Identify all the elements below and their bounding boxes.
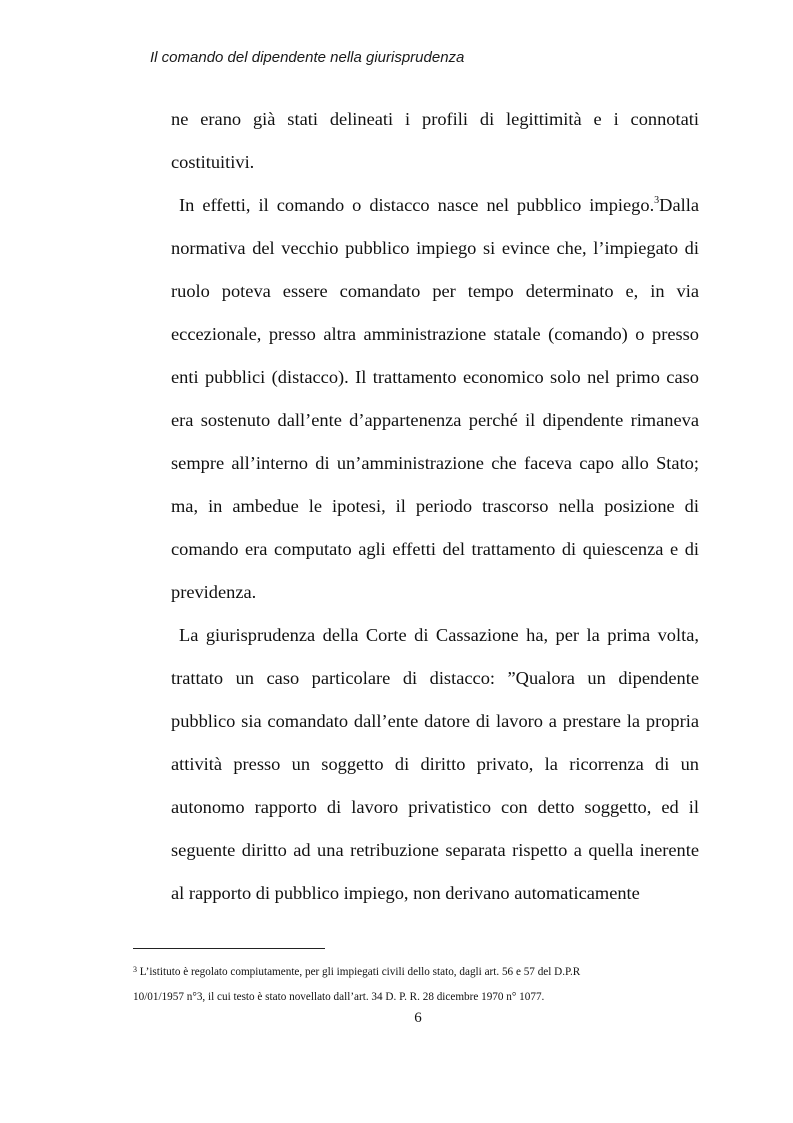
paragraph-2 — [171, 184, 699, 614]
page-number: 6 — [414, 1010, 422, 1026]
footnote-number: 3 — [133, 965, 137, 974]
paragraph-2-rest: Dalla normativa del vecchio pubblico impiego si evince che, l’impiegato di ruolo poteva essere comandato per tempo determinato e, in via eccezionale, presso altra amministrazione statale (comando) o presso enti pubblici (distacco). Il trattamento economico solo nel primo caso era sostenuto dall’ente d’appartenenza perché il dipendente rimaneva sempre all’interno di un’amministrazione che faceva capo allo Stato; ma, in ambedue le ipotesi, il periodo trascorso nella posizione di comando era computato agli effetti del trattamento di quiescenza e di previdenza. — [171, 195, 699, 602]
paragraph-3: La giurisprudenza della Corte di Cassazione ha, per la prima volta, trattato un caso particolare di distacco: ”Qualora un dipendente pubblico sia comandato dall’ente datore di lavoro a prestare la propria attività presso un soggetto di diritto privato, la ricorrenza di un autonomo rapporto di lavoro privatistico con detto soggetto, ed il seguente diritto ad una retribuzione separata rispetto a quella inerente al rapporto di pubblico impiego, non derivano automaticamente — [171, 625, 699, 903]
footnote — [133, 960, 673, 1010]
paragraph-1: ne erano già stati delineati i profili di legittimità e i connotati costituitivi. — [171, 109, 699, 172]
footnote-line-1 — [133, 960, 673, 985]
footnote-text-2: 10/01/1957 n°3, il cui testo è stato novellato dall’art. 34 D. P. R. 28 dicembre 1970 n° 1077. — [133, 991, 545, 1003]
body-text — [171, 98, 699, 915]
footnote-separator — [133, 948, 325, 949]
running-header: Il comando del dipendente nella giurisprudenza — [150, 49, 465, 66]
footnote-reference[interactable]: 3 — [654, 195, 660, 206]
paragraph-2-start: In effetti, il comando o distacco nasce nel pubblico impiego. — [179, 195, 655, 215]
footnote-text-1: L’istituto è regolato compiutamente, per gli impiegati civili dello stato, dagli art. 56 e 57 del D.P.R — [139, 966, 581, 978]
